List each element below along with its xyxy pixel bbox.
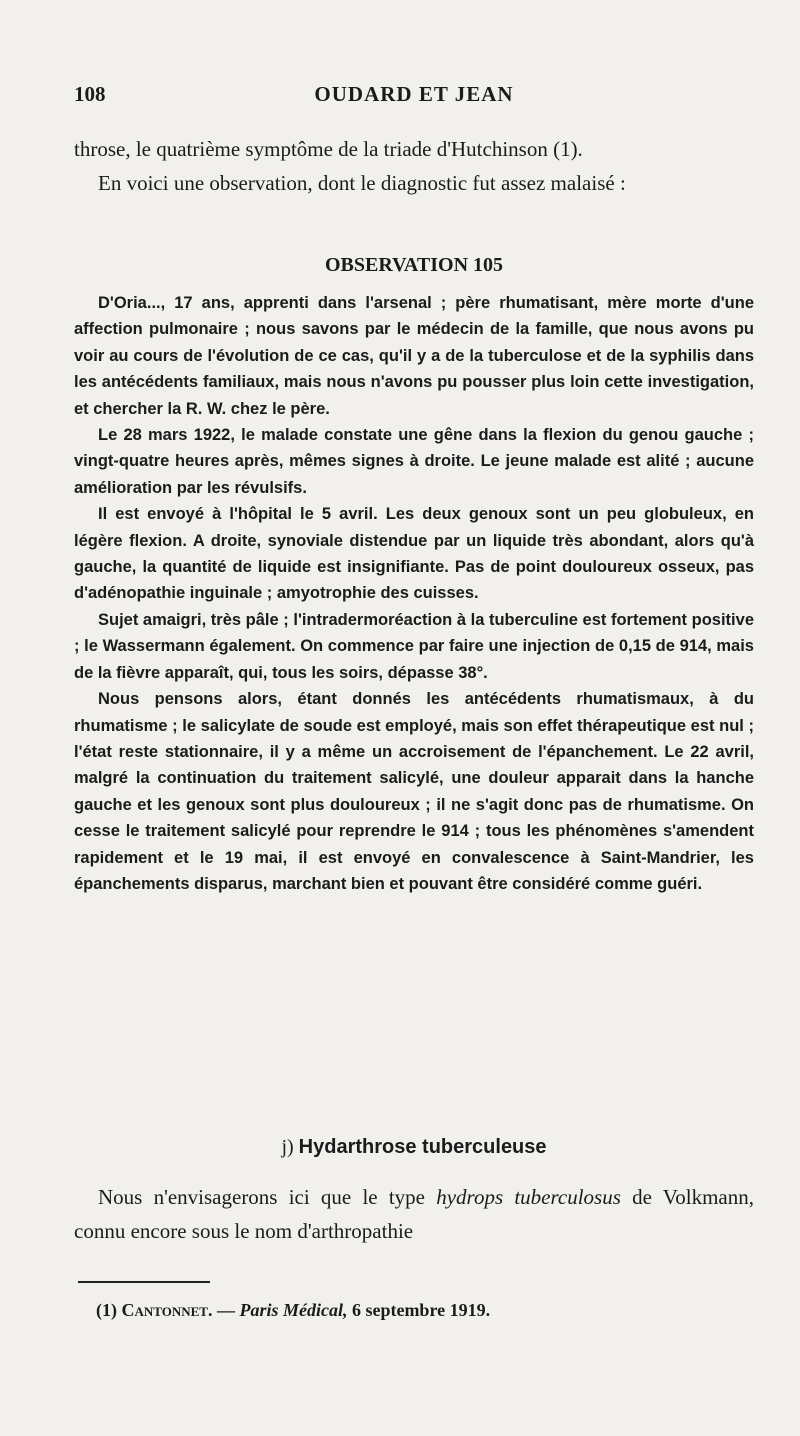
observation-paragraph: Sujet amaigri, très pâle ; l'intradermoréaction à la tuberculine est fortement positive ; le Wassermann également. On commence par faire une injection de 0,15 de 914, mais de la fièvre apparaît, qui, tous les soirs, dépasse 38°. <box>74 610 754 682</box>
section-label: j) <box>281 1136 294 1158</box>
section-text-start: Nous n'envisagerons ici que le type <box>98 1185 437 1209</box>
page-number: 108 <box>74 82 106 106</box>
section-text-end: de Volkmann, connu encore sous le nom d'arthropathie <box>74 1185 754 1243</box>
section-text <box>74 1180 754 1248</box>
footnote-rule <box>78 1281 210 1283</box>
observation-title: OBSERVATION 105 <box>324 254 504 276</box>
observation-paragraph: Il est envoyé à l'hôpital le 5 avril. Les deux genoux sont un peu globuleux, en légère flexion. A droite, synoviale distendue par un liquide très abondant, alors qu'à gauche, la quantité de liquide est insignifiante. Pas de point douloureux osseux, pas d'adénopathie inguinale ; amyotrophie des cuisses. <box>74 505 754 603</box>
footnote <box>96 1300 756 1321</box>
footnote-dash: — <box>212 1300 240 1320</box>
footnote-author: Cantonnet. <box>121 1300 213 1320</box>
page <box>74 0 754 1436</box>
section-text-italic: hydrops tuberculosus <box>436 1185 621 1209</box>
page-header <box>74 82 754 112</box>
intro-paragraph-2: En voici une observation, dont le diagnostic fut assez malaisé : <box>98 171 626 195</box>
section-title: Hydarthrose tuberculeuse <box>298 1136 547 1158</box>
observation-body <box>74 290 754 897</box>
intro-text <box>74 132 754 200</box>
observation-paragraph: Nous pensons alors, étant donnés les antécédents rhumatismaux, à du rhumatisme ; le salicylate de soude est employé, mais son effet thérapeutique est nul ; l'état reste stationnaire, il y a même un accroisement de l'épanchement. Le 22 avril, malgré la continuation du traitement salicylé, une douleur apparait dans la hanche gauche et les genoux sont plus douloureux ; il ne s'agit donc pas de rhumatisme. On cesse le traitement salicylé pour reprendre le 914 ; tous les phénomènes s'amendent rapidement et le 19 mai, il est envoyé en convalescence à Saint-Mandrier, les épanchements disparus, marchant bien et pouvant être considéré comme guéri. <box>74 690 754 893</box>
footnote-marker: (1) <box>96 1300 117 1320</box>
observation-paragraph: Le 28 mars 1922, le malade constate une gêne dans la flexion du genou gauche ; vingt-quatre heures après, mêmes signes à droite. Le jeune malade est alité ; aucune amélioration par les révulsifs. <box>74 426 754 497</box>
section-paragraph <box>74 1180 754 1248</box>
running-head: OUDARD ET JEAN <box>314 82 514 106</box>
observation-paragraph: D'Oria..., 17 ans, apprenti dans l'arsenal ; père rhumatisant, mère morte d'une affection pulmonaire ; nous savons par le médecin de la famille, que nous avons pu voir au cours de l'évolution de ce cas, qu'il y a de la tuberculose et de la syphilis dans les antécédents familiaux, mais nous n'avons pu pousser plus loin cette investigation, et chercher la R. W. chez le père. <box>74 294 754 418</box>
footnote-journal: Paris Médical, <box>239 1300 348 1320</box>
footnote-date: 6 septembre 1919. <box>347 1300 491 1320</box>
section-heading <box>74 1136 754 1159</box>
intro-paragraph-1: throse, le quatrième symptôme de la triade d'Hutchinson (1). <box>74 137 583 161</box>
